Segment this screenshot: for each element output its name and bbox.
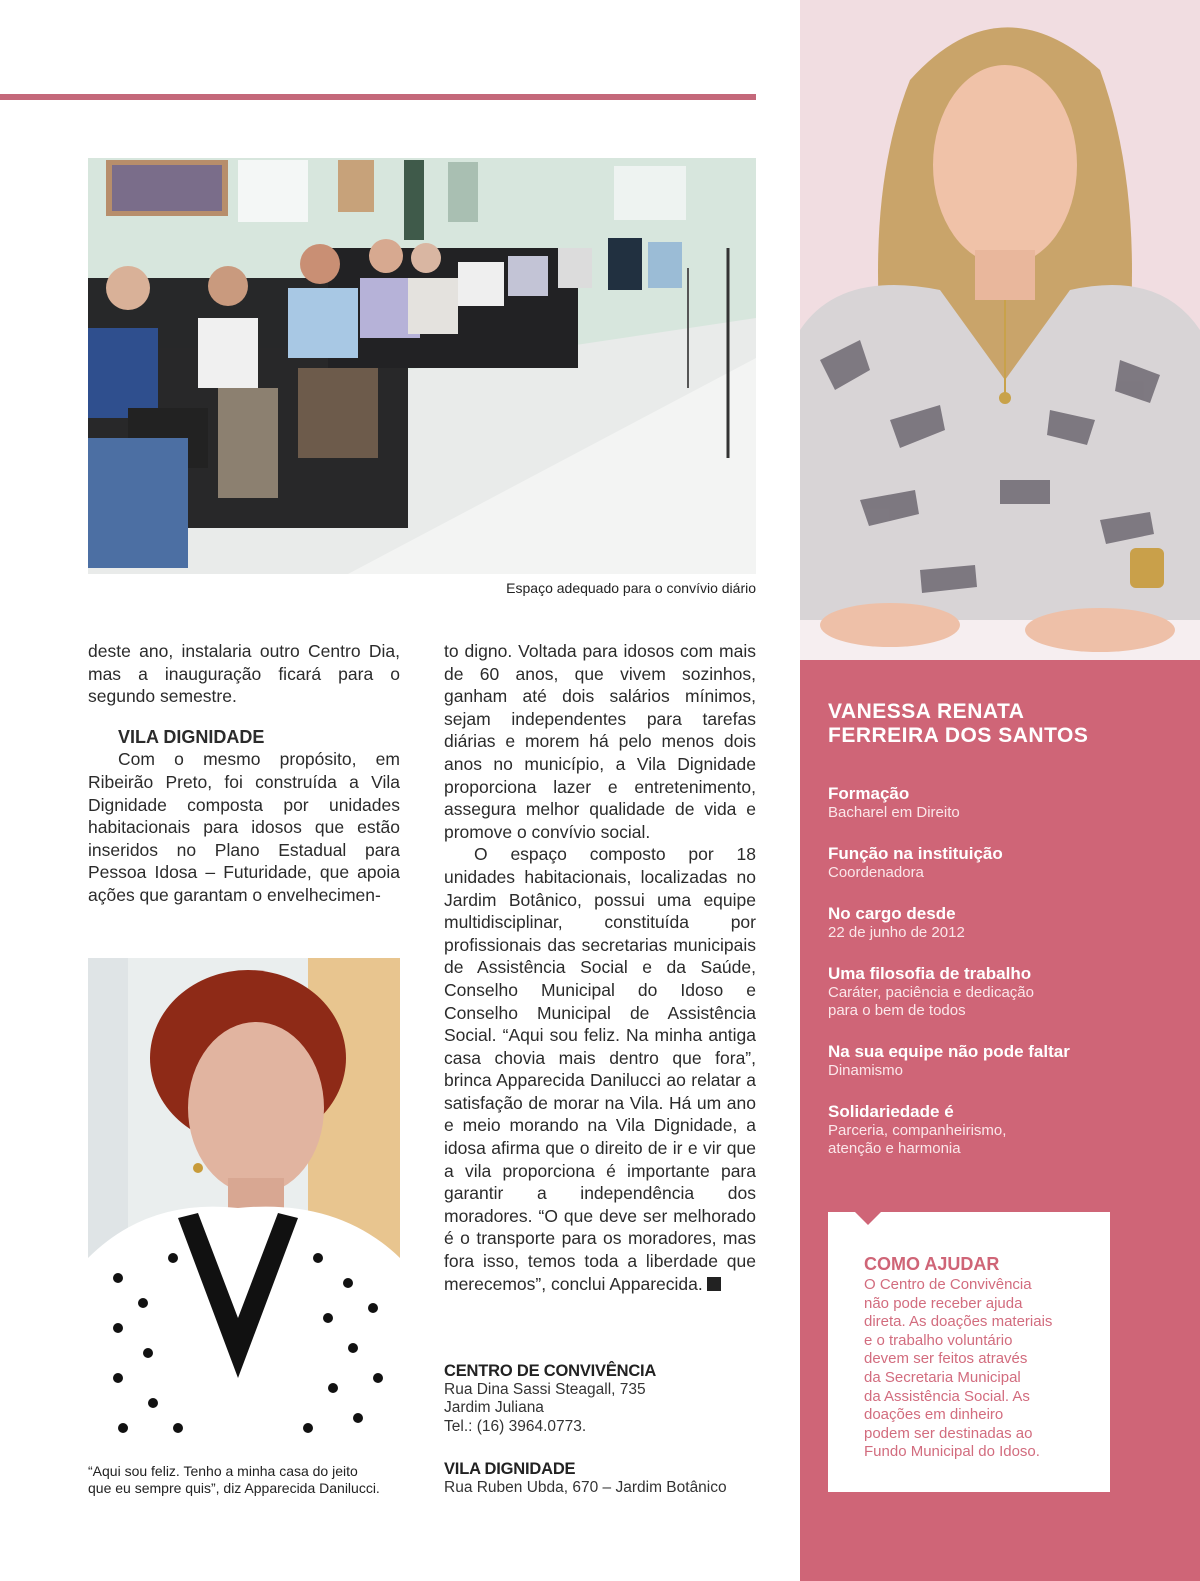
profile-field-filosofia [828, 964, 1178, 1020]
vila-dignidade-address [444, 1460, 764, 1497]
field-value: 22 de junho de 2012 [828, 924, 965, 941]
field-label: Função na instituição [828, 844, 1003, 863]
apparecida-portrait-illustration [88, 958, 400, 1456]
article-intro-paragraph: deste ano, instalaria outro Centro Dia, mas a inauguração ficará para o segundo semestre. [88, 641, 400, 707]
help-line: doações em dinheiro [864, 1406, 1004, 1424]
apparecida-photo-caption [88, 1463, 418, 1497]
help-line: da Secretaria Municipal [864, 1368, 1021, 1386]
centro-address-line-2: Jardim Juliana [444, 1399, 544, 1416]
profile-name-line-1: VANESSA RENATA [828, 700, 1025, 723]
profile-name [828, 700, 1178, 748]
vila-dignidade-paragraph: Com o mesmo propósito, em Ribeirão Preto, foi construída a Vila Dignidade composta por unidades habitacionais para idosos que estão inseridos no Plano Estadual para Pessoa Idosa – Futuridade, que apoia ações que garantam o envelhecimen- [88, 749, 400, 905]
field-label: Uma filosofia de trabalho [828, 964, 1032, 983]
caption-line-1: “Aqui sou feliz. Tenho a minha casa do jeito [88, 1463, 358, 1479]
field-value: Caráter, paciência e dedicação [828, 984, 1034, 1001]
article-right-column [444, 640, 756, 1295]
como-ajudar-box [828, 1212, 1110, 1492]
centro-convivencia-title: CENTRO DE CONVIVÊNCIA [444, 1362, 657, 1380]
como-ajudar-title: COMO AJUDAR [864, 1254, 1000, 1274]
article-right-paragraph-1: to digno. Voltada para idosos com mais de 60 anos, que vivem sozinhos, ganham até dois salários mínimos, sejam independentes para tarefas diárias e morem há pelo menos dois anos no município, a Vila Dignidade proporciona lazer e entretenimento, assegura melhor qualidade de vida e promove o convívio social. [444, 641, 756, 842]
help-line: não pode receber ajuda [864, 1294, 1023, 1312]
profile-sidebar [800, 0, 1200, 1581]
field-value: Coordenadora [828, 864, 924, 881]
field-label: No cargo desde [828, 904, 956, 923]
end-of-article-icon [707, 1277, 721, 1291]
field-label: Formação [828, 784, 910, 803]
profile-info [828, 700, 1178, 1180]
help-line: e o trabalho voluntário [864, 1331, 1013, 1349]
field-value: Parceria, companheirismo, [828, 1122, 1007, 1139]
article-left-column [88, 640, 400, 907]
help-line: Fundo Municipal do Idoso. [864, 1443, 1040, 1461]
profile-field-equipe [828, 1042, 1178, 1080]
vanessa-portrait-illustration [800, 0, 1200, 660]
centro-address-line-1: Rua Dina Sassi Steagall, 735 [444, 1380, 646, 1398]
centro-address-phone: Tel.: (16) 3964.0773. [444, 1417, 587, 1435]
help-line: direta. As doações materiais [864, 1313, 1053, 1331]
profile-field-formacao [828, 784, 1178, 822]
field-value-line-2: atenção e harmonia [828, 1140, 961, 1157]
field-value-line-2: para o bem de todos [828, 1002, 966, 1019]
profile-field-funcao [828, 844, 1178, 882]
callout-notch-icon [854, 1211, 882, 1225]
article-right-paragraph-2-text: O espaço composto por 18 unidades habitacionais, localizadas no Jardim Botânico, possui uma equipe multidisciplinar, constituída por profissionais das secretarias municipais de Assistência Social e da Saúde, Conselho Municipal do Idoso e Conselho Municipal de Assistência Social. “Aqui sou feliz. Na minha antiga casa chovia mais dentro que fora”, brinca Apparecida Danilucci ao relatar a satisfação de morar na Vila. Há um ano e meio morando na Vila Dignidade, a idosa afirma que o direito de ir e vir que a vila proporciona é importante para garantir a independência dos moradores. “O que deve ser melhorado é o transporte para os moradores, mas fora isso, temos toda a liberdade que merecemos”, conclui Apparecida. [444, 844, 756, 1294]
field-label: Solidariedade é [828, 1102, 954, 1121]
vila-address-line-1: Rua Ruben Ubda, 670 – Jardim Botânico [444, 1478, 727, 1496]
group-photo-caption: Espaço adequado para o convívio diário [506, 580, 756, 596]
como-ajudar-text [864, 1276, 1084, 1462]
centro-convivencia-address [444, 1362, 764, 1436]
vila-dignidade-subheading: VILA DIGNIDADE [118, 726, 265, 747]
profile-field-solidariedade [828, 1102, 1178, 1158]
elderly-group-photo [88, 158, 756, 574]
apparecida-danilucci-photo [88, 958, 400, 1456]
vanessa-portrait-photo [800, 0, 1200, 660]
help-line: podem ser destinadas ao [864, 1424, 1033, 1442]
vila-dignidade-address-title: VILA DIGNIDADE [444, 1460, 576, 1478]
help-line: O Centro de Convivência [864, 1276, 1032, 1293]
article-right-paragraph-2 [444, 843, 756, 1295]
profile-field-no-cargo-desde [828, 904, 1178, 942]
caption-line-2: que eu sempre quis”, diz Apparecida Danilucci. [88, 1480, 380, 1496]
help-line: da Assistência Social. As [864, 1387, 1030, 1405]
field-label: Na sua equipe não pode faltar [828, 1042, 1070, 1061]
top-accent-rule [0, 94, 756, 100]
field-value: Bacharel em Direito [828, 804, 960, 821]
profile-name-line-2: FERREIRA DOS SANTOS [828, 724, 1089, 747]
help-line: devem ser feitos através [864, 1350, 1028, 1368]
field-value: Dinamismo [828, 1062, 904, 1079]
elderly-group-photo-illustration [88, 158, 756, 574]
